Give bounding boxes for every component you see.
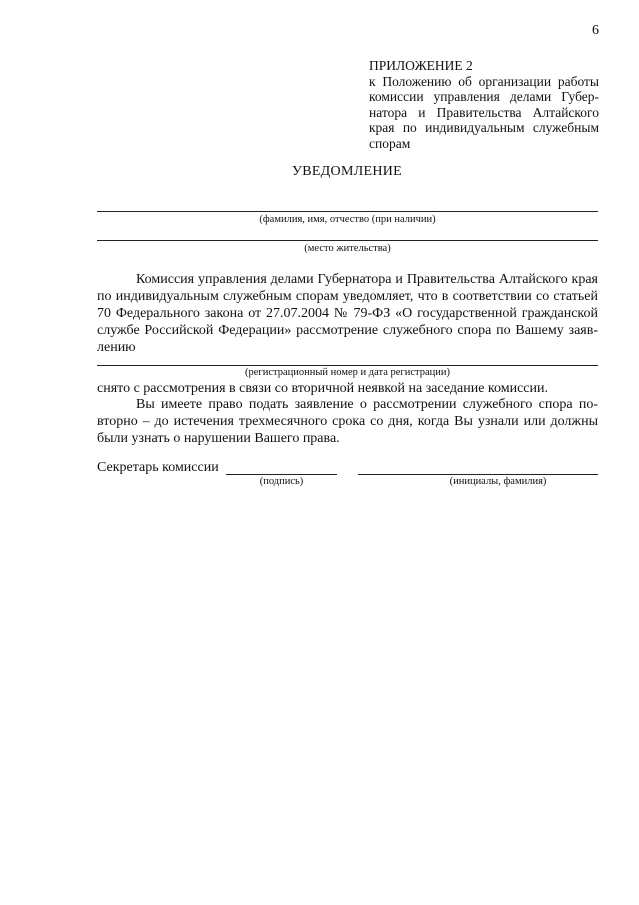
residence-caption: (место жительства)	[304, 243, 391, 254]
name-fill-line	[97, 211, 598, 212]
appendix-text: к Положению об организации работы комиссии управления делами Губер-натора и Правительства Алтайского края по индивидуальным служебным спорам	[369, 73, 599, 151]
rights-paragraph: Вы имеете право подать заявление о рассмотрении служебного спора по-вторно – до истечения трехмесячного срока со дня, когда Вы узнали или должны были узнать о нарушении Вашего права.	[97, 397, 598, 446]
appendix-title: ПРИЛОЖЕНИЕ 2	[369, 58, 473, 73]
initials-fill-line	[358, 474, 598, 475]
document-title: УВЕДОМЛЕНИЕ	[291, 164, 403, 179]
signature-fill-line	[226, 474, 337, 475]
removal-paragraph: снято с рассмотрения в связи со вторичной неявкой на заседание комиссии.	[97, 381, 549, 396]
registration-caption: (регистрационный номер и дата регистрации)	[245, 367, 450, 378]
name-caption: (фамилия, имя, отчество (при наличии)	[259, 214, 436, 225]
main-paragraph: Комиссия управления делами Губернатора и Правительства Алтайского края по индивидуальным служебным спорам уведомляет, что в соответствии со статьей 70 Федерального закона от 27.07.2004 № 79-ФЗ «О государственной гражданской службе Российской Федерации» рассмотрение служебного спора по Вашему заяв-лению	[97, 272, 598, 355]
registration-fill-line	[97, 365, 598, 366]
appendix-block	[369, 58, 599, 151]
page-number: 6	[592, 23, 599, 38]
secretary-label: Секретарь комиссии	[97, 460, 219, 475]
residence-fill-line	[97, 240, 598, 241]
initials-caption: (инициалы, фамилия)	[449, 476, 547, 487]
signature-caption: (подпись)	[259, 476, 304, 487]
